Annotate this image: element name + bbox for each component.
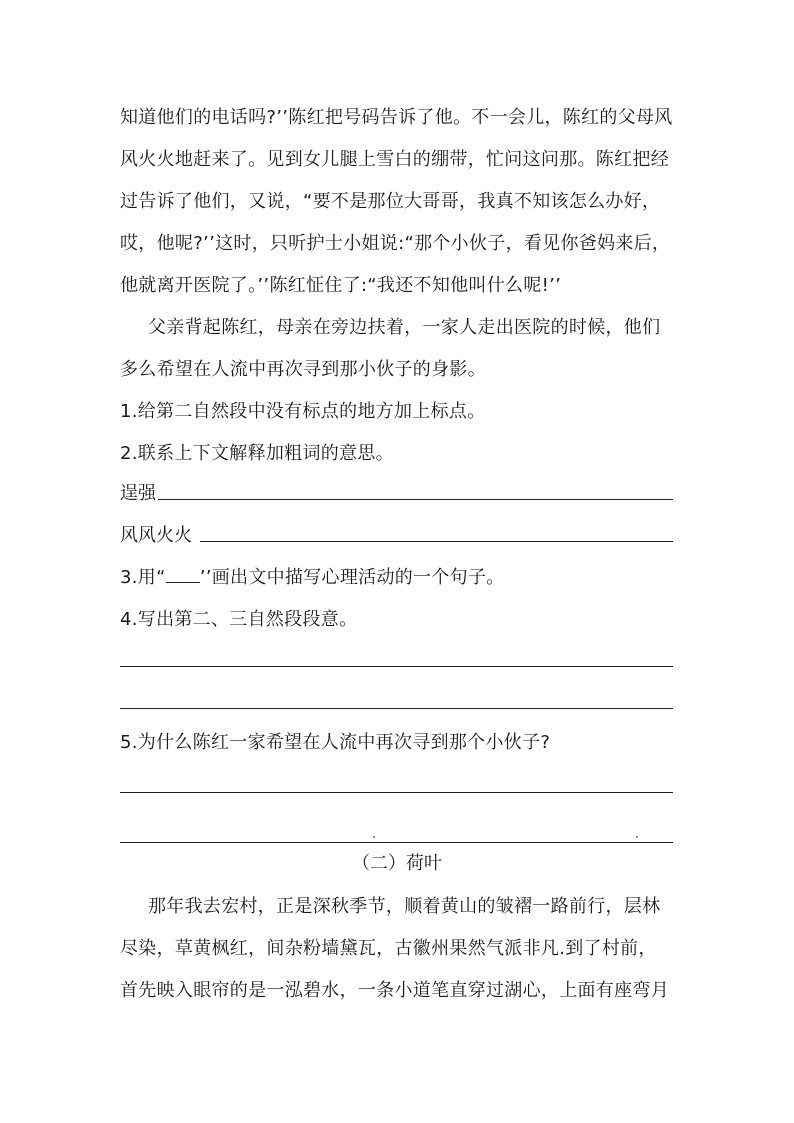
word-1-answer-line[interactable] — [158, 499, 673, 500]
word-2-answer-line[interactable] — [200, 541, 673, 542]
question-3-suffix: ’’画出文中描写心理活动的一个句子。 — [199, 567, 505, 588]
question-4: 4.写出第二、三自然段段意。 — [120, 609, 358, 630]
question-5-answer-line-1[interactable] — [120, 792, 673, 793]
section-2-line-3: 首先映入眼帘的是一泓碧水，一条小道笔直穿过湖心，上面有座弯月 — [120, 980, 669, 1001]
question-2: 2.联系上下文解释加粗词的意思。 — [120, 443, 394, 464]
word-2-label: 风风火火 — [120, 525, 192, 546]
passage-line-3: 过告诉了他们，又说，“要不是那位大哥哥，我真不知该怎么办好， — [120, 191, 661, 212]
section-2-title: （二）荷叶 — [352, 853, 442, 874]
question-3 — [120, 566, 680, 590]
question-4-answer-line-1[interactable] — [120, 666, 673, 667]
speck-mark — [636, 836, 638, 838]
passage-para3-line-1: 父亲背起陈红，母亲在旁边扶着，一家人走出医院的时候，他们 — [148, 317, 661, 338]
passage-line-4: 哎，他呢?’’这时，只听护士小姐说:“那个小伙子，看见你爸妈来后， — [120, 233, 671, 254]
question-4-answer-line-2[interactable] — [120, 708, 673, 709]
word-1-label: 逞强 — [120, 483, 156, 504]
question-3-blank — [166, 568, 200, 583]
question-5: 5.为什么陈红一家希望在人流中再次寻到那个小伙子? — [120, 732, 551, 753]
passage-line-1: 知道他们的电话吗?’’陈红把号码告诉了他。不一会儿，陈红的父母风 — [120, 107, 673, 128]
question-5-answer-line-2[interactable] — [120, 842, 673, 843]
passage-para3-line-2: 多么希望在人流中再次寻到那小伙子的身影。 — [120, 359, 486, 380]
passage-line-5: 他就离开医院了。’’陈红怔住了:“我还不知他叫什么呢!’’ — [120, 275, 562, 296]
question-3-prefix: 3.用“ — [120, 567, 166, 588]
speck-mark — [373, 836, 375, 838]
section-2-line-1: 那年我去宏村，正是深秋季节，顺着黄山的皱褶一路前行，层林 — [148, 896, 661, 917]
passage-line-2: 风火火地赶来了。见到女儿腿上雪白的绷带，忙问这问那。陈红把经 — [120, 149, 669, 170]
question-1: 1.给第二自然段中没有标点的地方加上标点。 — [120, 401, 486, 422]
section-2-line-2: 尽染，草黄枫红，间杂粉墙黛瓦，古徽州果然气派非凡.到了村前， — [120, 938, 657, 959]
